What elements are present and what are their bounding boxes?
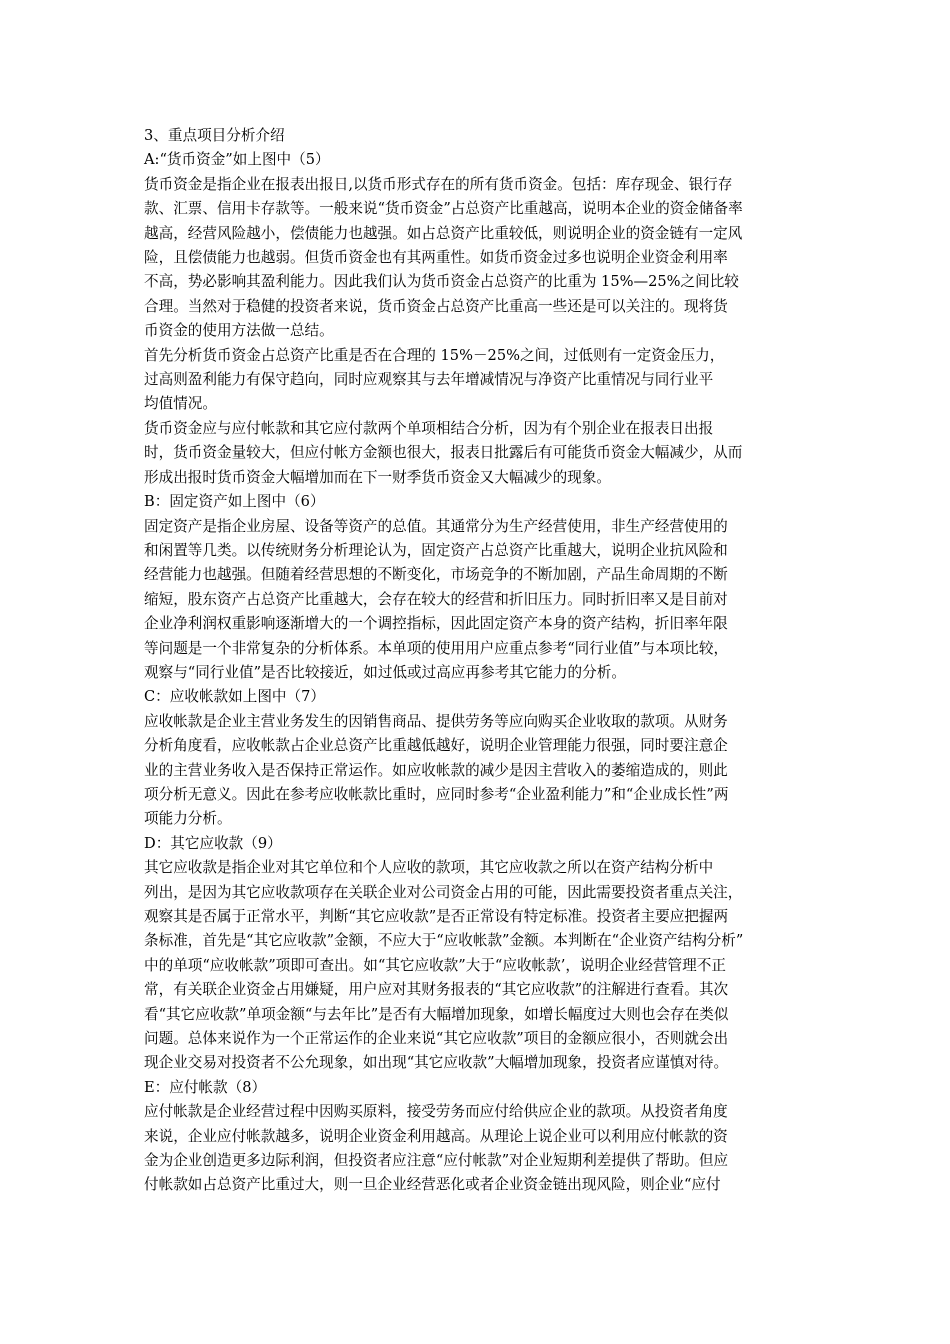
section-heading: 3、重点项目分析介绍 (144, 127, 285, 144)
document-page (144, 124, 816, 1198)
paragraph-c-1: 应收帐款是企业主营业务发生的因销售商品、提供劳务等应向购买企业收取的款项。从财务 分析角度看，应收帐款占企业总资产比重越低越好，说明企业管理能力很强，同时要注意企 业的主营业务收入是否保持正常运作。如应收帐款的减少是因主营收入的萎缩造成的，则此 项分析无意义。因此在参考应收帐款比重时，应同时参考“企业盈利能力”和“企业成长性”两 项能力分析。 (144, 712, 729, 828)
heading-b-fixed-assets: B：固定资产如上图中（6） (144, 493, 325, 511)
heading-d-other-receivables: D：其它应收款（9） (144, 834, 282, 852)
paragraph-a-2: 首先分析货币资金占总资产比重是否在合理的 15%－25%之间，过低则有一定资金压力， 过高则盈利能力有保守趋向，同时应观察其与去年增减情况与净资产比重情况与同行业平 均值情况。 (144, 346, 725, 413)
heading-e-accounts-payable: E：应付帐款（8） (144, 1078, 267, 1096)
heading-c-accounts-receivable: C：应收帐款如上图中（7） (144, 688, 325, 706)
paragraph-e-1: 应付帐款是企业经营过程中因购买原料，接受劳务而应付给供应企业的款项。从投资者角度 来说，企业应付帐款越多，说明企业资金利用越高。从理论上说企业可以利用应付帐款的资 金为企业创造更多边际利润，但投资者应注意“应付帐款”对企业短期利差提供了帮助。但应 付帐款如占总资产比重过大，则一旦企业经营恶化或者企业资金链出现风险，则企业“应付 (144, 1103, 729, 1194)
paragraph-a-3: 货币资金应与应付帐款和其它应付款两个单项相结合分析，因为有个别企业在报表日出报 时，货币资金量较大，但应付帐方金额也很大，报表日批露后有可能货币资金大幅减少，从而 形成出报时货币资金大幅增加而在下一财季货币资金又大幅减少的现象。 (144, 419, 743, 486)
heading-a-monetary-funds: A:“货币资金”如上图中（5） (144, 151, 330, 169)
paragraph-a-1: 货币资金是指企业在报表出报日,以货币形式存在的所有货币资金。包括：库存现金、银行存 款、汇票、信用卡存款等。一般来说“货币资金”占总资产比重越高，说明本企业的资金储备率 越高，经营风险越小，偿债能力也越强。如占总资产比重较低，则说明企业的资金链有一定风 险，且偿债能力也越弱。但货币资金也有其两重性。如货币资金过多也说明企业资金利用率 不高，势必影响其盈利能力。因此我们认为货币资金占总资产的比重为 15%—25%之间比较 合理。当然对于稳健的投资者来说，货币资金占总资产比重高一些还是可以关注的。现将货 币资金的使用方法做一总结。 (144, 175, 743, 340)
paragraph-d-1: 其它应收款是指企业对其它单位和个人应收的款项，其它应收款之所以在资产结构分析中 列出，是因为其它应收款项存在关联企业对公司资金占用的可能，因此需要投资者重点关注， 观察其是否属于正常水平，判断“其它应收款”是否正常设有特定标准。投资者主要应把握两 条标准，首先是“其它应收款”金额，不应大于“应收帐款”金额。本判断在“企业资产结构分析” 中的单项“应收帐款”项即可查出。如“其它应收款”大于“应收帐款’，说明企业经营管理不正 常，有关联企业资金占用嫌疑，用户应对其财务报表的“其它应收款”的注解进行查看。其次 看“其它应收款”单项金额“与去年比”是否有大幅增加现象，如增长幅度过大则也会存在类似 问题。总体来说作为一个正常运作的企业来说“其它应收款”项目的金额应很小，否则就会出 现企业交易对投资者不公允现象，如出现“其它应收款”大幅增加现象，投资者应谨慎对待。 (144, 859, 744, 1072)
paragraph-b-1: 固定资产是指企业房屋、设备等资产的总值。其通常分为生产经营使用，非生产经营使用的 和闲置等几类。以传统财务分析理论认为，固定资产占总资产比重越大，说明企业抗风险和 经营能力也越强。但随着经营思想的不断变化，市场竞争的不断加剧，产品生命周期的不断 缩短，股东资产占总资产比重越大，会存在较大的经营和折旧压力。同时折旧率又是目前对 企业净利润权重影响逐渐增大的一个调控指标，因此固定资产本身的资产结构，折旧率年限 等问题是一个非常复杂的分析体系。本单项的使用用户应重点参考“同行业值”与本项比较， 观察与“同行业值”是否比较接近，如过低或过高应再参考其它能力的分析。 (144, 517, 729, 681)
